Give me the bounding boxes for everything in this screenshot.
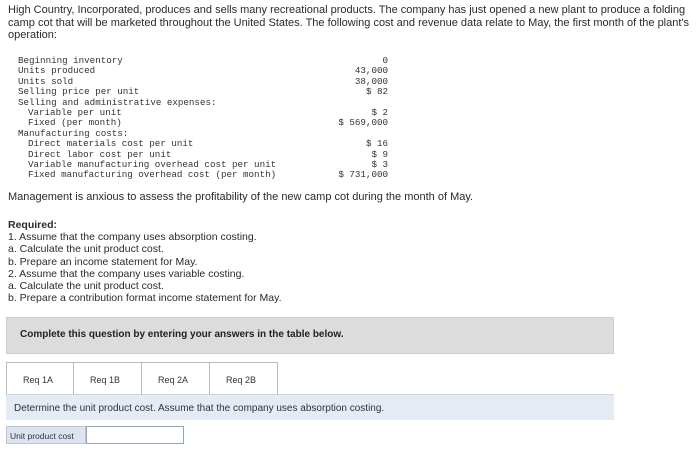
row-label: Variable per unit <box>28 106 122 118</box>
row-value: 43,000 <box>354 65 388 77</box>
required-item: b. Prepare a contribution format income statement for May. <box>8 292 282 305</box>
problem-intro: High Country, Incorporated, produces and sells many recreational products. The company has just opened a new plant to produce a folding camp cot that will be marketed throughout the United States. The following cost and revenue data relate to May, the first month of the plant's operation: <box>8 4 690 41</box>
banner-text: Complete this question by entering your answers in the table below. <box>20 329 344 340</box>
required-item: 1. Assume that the company uses absorption costing. <box>8 231 257 244</box>
row-value: $ 82 <box>365 86 388 98</box>
row-label: Units produced <box>18 65 96 77</box>
unit-product-cost-input[interactable] <box>86 426 184 444</box>
row-label: Fixed manufacturing overhead cost (per month) <box>28 169 277 181</box>
management-text: Management is anxious to assess the profitability of the new camp cot during the month of May. <box>8 191 474 203</box>
row-value: 0 <box>382 55 388 66</box>
tab-req-1b[interactable]: Req 1B <box>74 362 142 394</box>
tab-req-1a[interactable]: Req 1A <box>6 362 74 394</box>
required-item: a. Calculate the unit product cost. <box>8 280 164 293</box>
instruction-banner <box>6 317 614 354</box>
row-value: $ 9 <box>371 148 388 160</box>
tab-req-2a[interactable]: Req 2A <box>142 362 210 394</box>
row-label: Units sold <box>18 75 74 87</box>
unit-product-cost-label: Unit product cost <box>6 426 86 444</box>
tab-instruction-panel <box>6 394 614 420</box>
unit-product-cost-row <box>6 426 184 444</box>
row-value: $ 3 <box>371 158 388 170</box>
required-section <box>8 219 282 304</box>
row-value: $ 731,000 <box>338 169 388 181</box>
tab-instruction-text: Determine the unit product cost. Assume that the company uses absorption costing. <box>14 403 385 414</box>
required-item: 2. Assume that the company uses variable costing. <box>8 267 245 280</box>
requirement-tabs <box>6 362 278 394</box>
row-label: Selling price per unit <box>18 86 140 98</box>
row-label: Fixed (per month) <box>28 117 122 129</box>
required-item: a. Calculate the unit product cost. <box>8 243 164 256</box>
row-value: 38,000 <box>354 75 388 87</box>
row-label: Manufacturing costs: <box>18 127 129 139</box>
row-label: Beginning inventory <box>18 55 123 66</box>
required-item: b. Prepare an income statement for May. <box>8 255 198 268</box>
tab-req-2b[interactable]: Req 2B <box>210 362 278 394</box>
row-value: $ 569,000 <box>338 117 388 129</box>
row-label: Variable manufacturing overhead cost per unit <box>28 158 277 170</box>
row-label: Selling and administrative expenses: <box>18 96 217 108</box>
row-value: $ 2 <box>371 106 388 118</box>
required-title: Required: <box>8 219 58 231</box>
row-label: Direct labor cost per unit <box>28 148 172 160</box>
row-value: $ 16 <box>365 138 388 150</box>
row-label: Direct materials cost per unit <box>28 138 194 150</box>
